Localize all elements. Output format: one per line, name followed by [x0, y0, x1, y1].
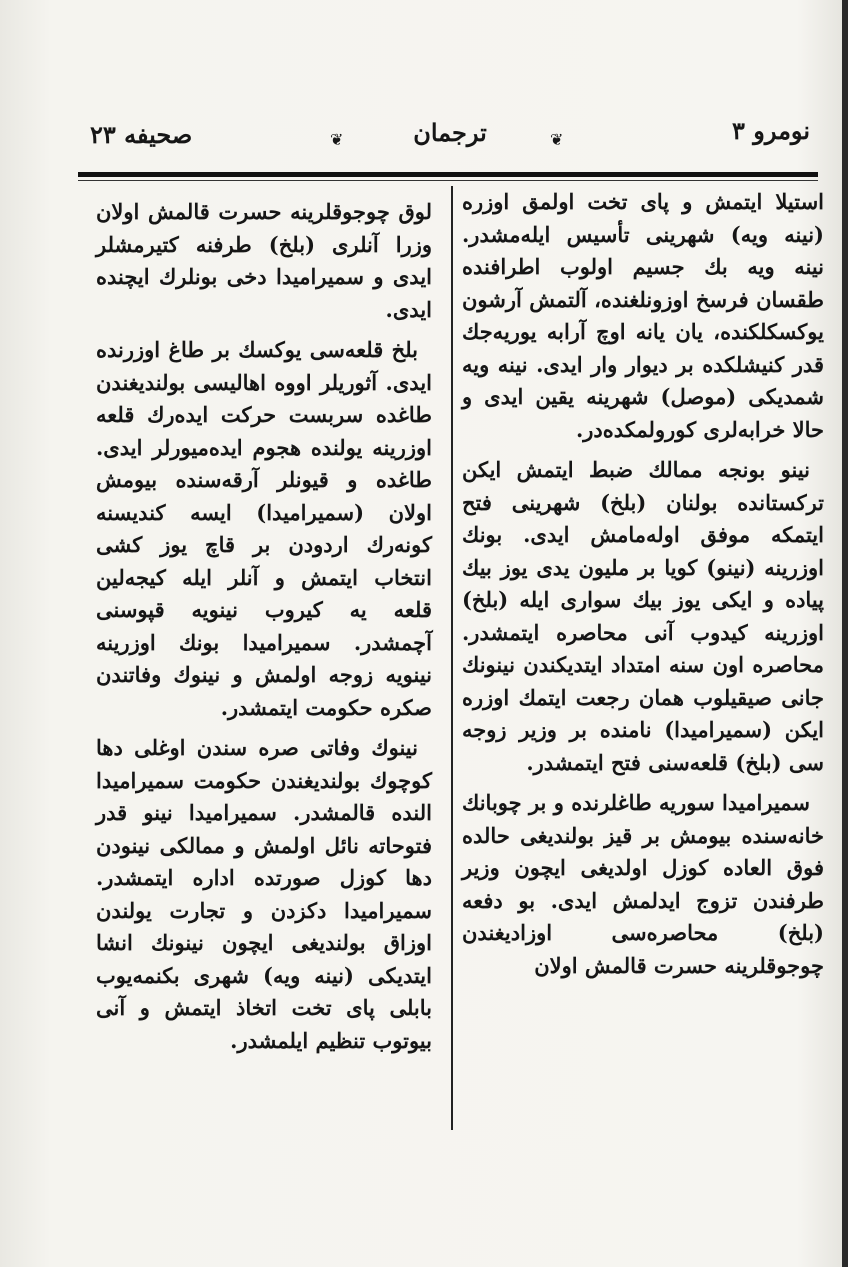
right-paragraph-3: سميراميدا سوريه طاغلرنده و بر چوبانك خانەسنده بيومش بر قيز بولنديغى حالده فوق العاده كوزل اولديغى ايچون وزير طرفندن تزوج ايدلمش ايدى. بو دفعه (بلخ) محاصرەسى اوزاديغندن چوجوقلرينه حسرت قالمش اولان: [462, 790, 824, 978]
left-paragraph-3: نينوك وفاتى صره سندن اوغلى دها كوچوك بولنديغندن حكومت سميراميدا النده قالمشدر. سميراميدا نينو قدر فتوحاته نائل اولمش و ممالكى نينودن دها كوزل صورتده اداره ايتمشدر. سميراميدا دكزدن و تجارت يولندن اوزاق بولنديغى ايچون نينونك انشا ايتديكى (نينه ويه) شهرى بكنمەيوب بابلى پاى تخت اتخاذ ايتمش و آنى بيوتوب تنظيم ايلمشدر.: [96, 735, 432, 1053]
header-rule-thick: [78, 172, 818, 177]
page-number: صحيفه ٢٣: [90, 120, 193, 149]
left-paragraph-2: بلخ قلعەسى يوكسك بر طاغ اوزرنده ايدى. آثوريلر اووه اهاليسى بولنديغندن طاغده سربست حركت ايدەرك قلعه اوزرينه يولنده هجوم ايدەميورلر ايدى. طاغده و قيونلر آرقەسنده بيومش اولان (سميراميدا) ايسه كنديسنه كونەرك اردودن بر قاچ يوز كشى انتخاب ايتمش و آنلر ايله كيجەلين قلعه يه كيروب نينويه قپوسنى آچمشدر. سميراميدا بونك اوزرينه نينويه زوجه اولمش و نينوك وفاتندن صكره حكومت ايتمشدر.: [96, 337, 432, 720]
issue-number: نومرو ٣: [731, 116, 810, 145]
newspaper-title: ترجمان: [413, 118, 487, 147]
right-column: [462, 186, 824, 990]
header-ornament-right-icon: ❦: [550, 130, 564, 149]
column-divider: [451, 186, 453, 1130]
header-rule-thin: [78, 180, 818, 181]
header-ornament-left-icon: ❦: [330, 130, 344, 149]
page-edge-shadow: [842, 0, 848, 1267]
right-paragraph-2: نينو بونجه ممالك ضبط ايتمش ايكن تركستانده بولنان (بلخ) شهرينى فتح ايتمكه موفق اولەمامش ايدى. بونك اوزرينه (نينو) كويا بر مليون يدى يوز بيك پياده و ايكى يوز بيك سوارى ايله (بلخ) اوزرينه كيدوب آنى محاصره ايتمشدر. محاصره اون سنه امتداد ايتديكندن نينونك جانى صيقيلوب همان رجعت ايتمك اوزره ايكن (سميراميدا) نامنده بر وزير زوجه سى (بلخ) قلعەسنى فتح ايتمشدر.: [462, 457, 824, 775]
right-paragraph-1: استيلا ايتمش و پاى تخت اولمق اوزره (نينه ويه) شهرينى تأسيس ايلەمشدر. نينه ويه بك جسيم اولوب اطرافنده طقسان فرسخ اوزونلغنده، آلتمش آرشون يوكسكلكنده، يان يانه اوچ آرابه يوريەجك قدر كنيشلكده بر ديوار وار ايدى. نينه ويه شمديكى (موصل) شهرينه يقين ايدى و حالا خرابەلرى كورولمكده‌در.: [462, 189, 824, 442]
left-column: [96, 196, 432, 1065]
page-header: [90, 112, 810, 156]
left-paragraph-1: لوق چوجوقلرينه حسرت قالمش اولان وزرا آنلرى (بلخ) طرفنه كتيرمشلر ايدى و سميراميدا دخى بونلرك ايچنده ايدى.: [96, 199, 432, 322]
